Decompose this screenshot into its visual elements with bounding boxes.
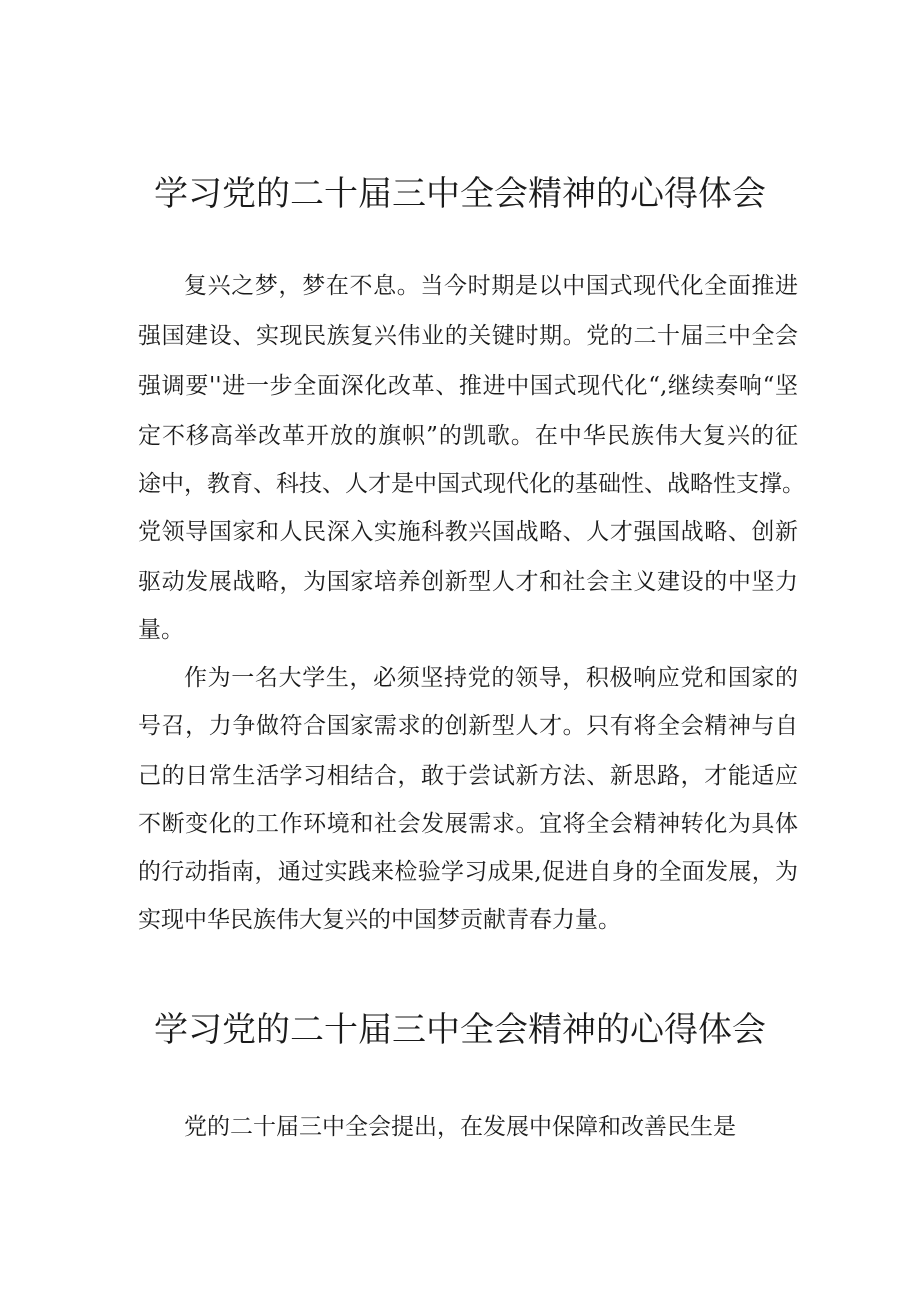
paragraph-line: 党的二十届三中全会提出，在发展中保障和改善民生是 xyxy=(184,1114,736,1140)
paragraph-line: 不断变化的工作环境和社会发展需求。宜将全会精神转化为具体 xyxy=(138,811,798,837)
paragraph-line: 己的日常生活学习相结合，敢于尝试新方法、新思路，才能适应 xyxy=(138,763,798,789)
paragraph-line: 作为一名大学生，必须坚持党的领导，积极响应党和国家的 xyxy=(184,665,798,691)
paragraph-line: 强调要''进一步全面深化改革、推进中国式现代化“,继续奏响“坚 xyxy=(138,373,798,399)
paragraph-line: 驱动发展战略，为国家培养创新型人才和社会主义建设的中坚力 xyxy=(138,569,798,595)
paragraph-line: 的行动指南，通过实践来检验学习成果,促进自身的全面发展，为 xyxy=(138,859,798,885)
paragraph-line: 途中，教育、科技、人才是中国式现代化的基础性、战略性支撑。 xyxy=(138,471,805,497)
paragraph-line: 党领导国家和人民深入实施科教兴国战略、人才强国战略、创新 xyxy=(138,519,798,545)
paragraph-line: 号召，力争做符合国家需求的创新型人才。只有将全会精神与自 xyxy=(138,713,798,739)
paragraph-line: 复兴之梦，梦在不息。当今时期是以中国式现代化全面推进 xyxy=(184,273,798,299)
section-2-title: 学习党的二十届三中全会精神的心得体会 xyxy=(154,1010,766,1050)
paragraph-line: 强国建设、实现民族复兴伟业的关键时期。党的二十届三中全会 xyxy=(138,323,798,349)
paragraph-line: 实现中华民族伟大复兴的中国梦贡献青春力量。 xyxy=(138,907,621,933)
paragraph-line: 定不移高举改革开放的旗帜”的凯歌。在中华民族伟大复兴的征 xyxy=(138,423,798,449)
section-1-title: 学习党的二十届三中全会精神的心得体会 xyxy=(154,174,766,214)
paragraph-line: 量。 xyxy=(138,617,184,643)
